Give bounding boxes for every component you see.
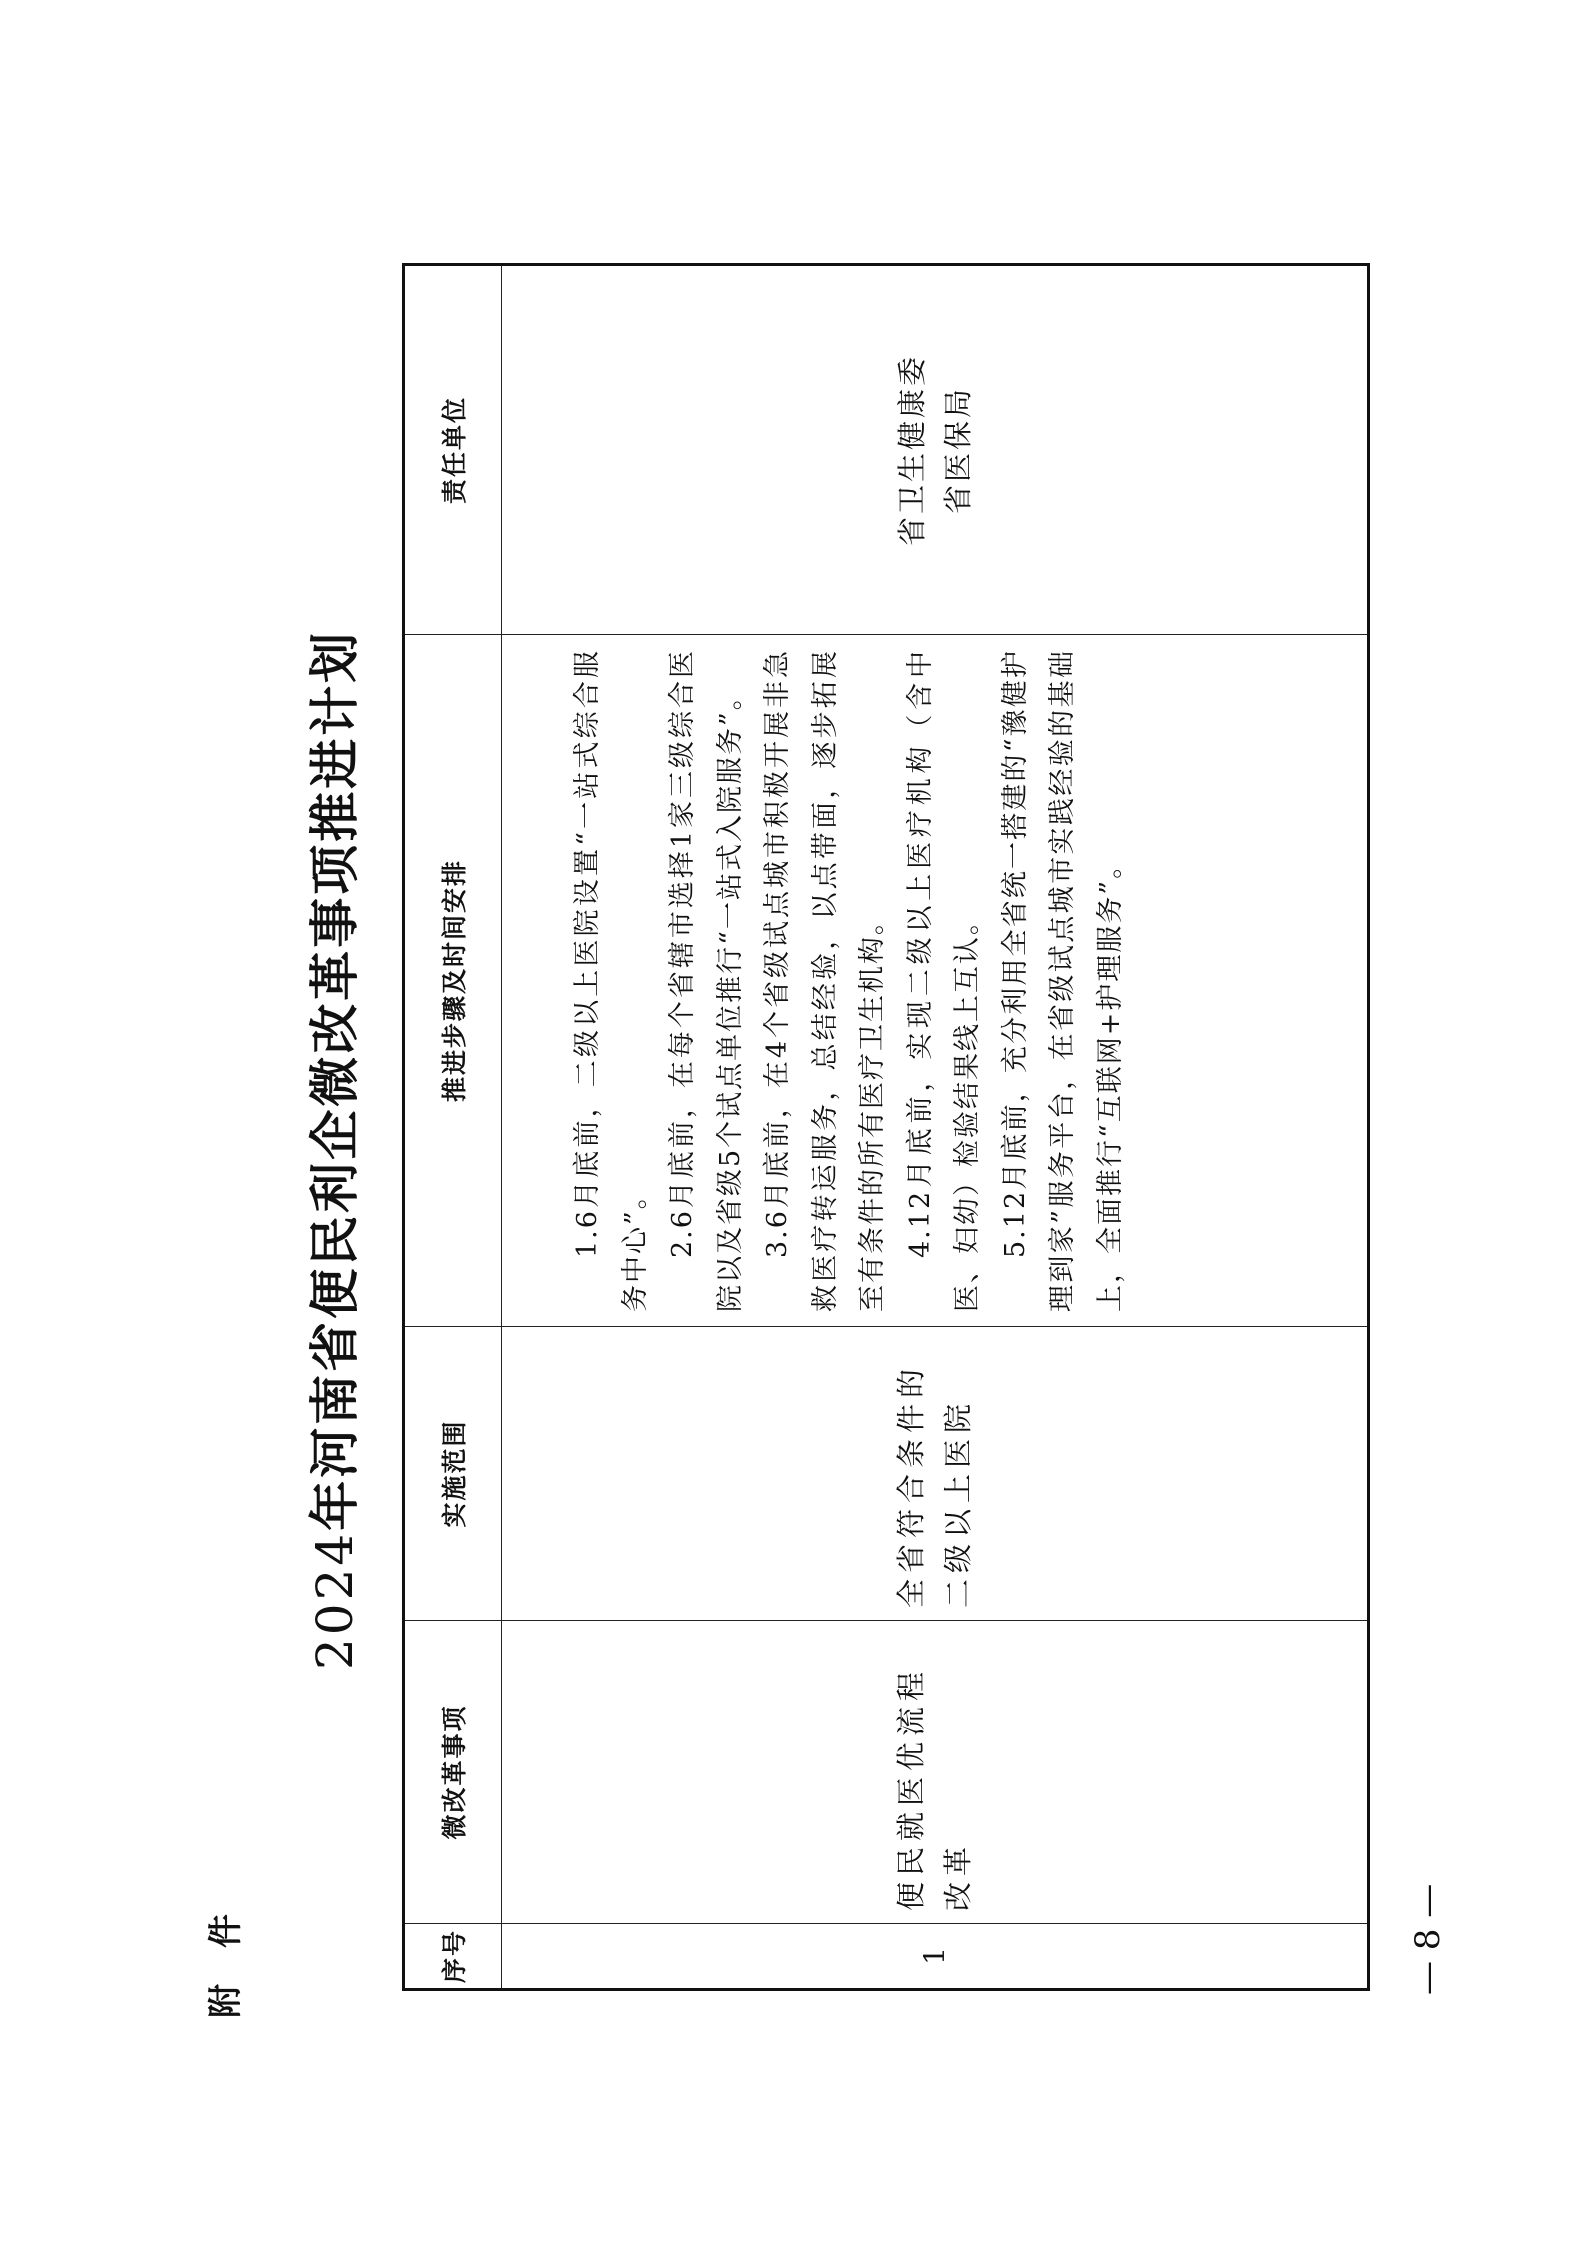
responsible-units (502, 265, 1369, 635)
document-title (295, 630, 367, 1670)
title-text: 年河南省便民利企微改革事项推进计划 (306, 629, 364, 1531)
plan-table (402, 263, 1370, 1991)
page-number: — 8 — (1408, 1883, 1448, 1995)
column-header-item: 微改革事项 (404, 1621, 502, 1924)
responsible-unit: 省卫生健康委 (894, 354, 929, 547)
step-item: 2.6月底前，在每个省辖市选择1家三级综合医院以及省级5个试点单位推行“一站式入院服务”。 (667, 649, 746, 1312)
table-row (502, 265, 1369, 1990)
step-item: 5.12月底前，充分利用全省统一搭建的“豫健护理到家”服务平台，在省级试点城市实践经验的基础上，全面推行“互联网+护理服务”。 (999, 649, 1126, 1312)
row-number: 1 (502, 1924, 1369, 1990)
steps-cell (502, 635, 1369, 1327)
table-header-row (404, 265, 502, 1990)
attachment-label: 附件 (206, 1878, 246, 2018)
reform-item: 便民就医优流程改革 (502, 1621, 1369, 1924)
step-item: 4.12月底前，实现二级以上医疗机构（含中医、妇幼）检验结果线上互认。 (904, 649, 983, 1312)
title-year: 2024 (306, 1530, 364, 1670)
column-header-unit: 责任单位 (404, 265, 502, 635)
column-header-scope: 实施范围 (404, 1327, 502, 1621)
step-item: 1.6月底前，二级以上医院设置“一站式综合服务中心”。 (572, 649, 651, 1312)
step-item: 3.6月底前，在4个省级试点城市积极开展非急救医疗转运服务，总结经验，以点带面，逐步拓展至有条件的所有医疗卫生机构。 (762, 649, 888, 1312)
column-header-number: 序号 (404, 1924, 502, 1990)
implementation-scope: 全省符合条件的二级以上医院 (502, 1327, 1369, 1621)
responsible-unit: 省医保局 (940, 386, 975, 515)
column-header-steps: 推进步骤及时间安排 (404, 635, 502, 1327)
